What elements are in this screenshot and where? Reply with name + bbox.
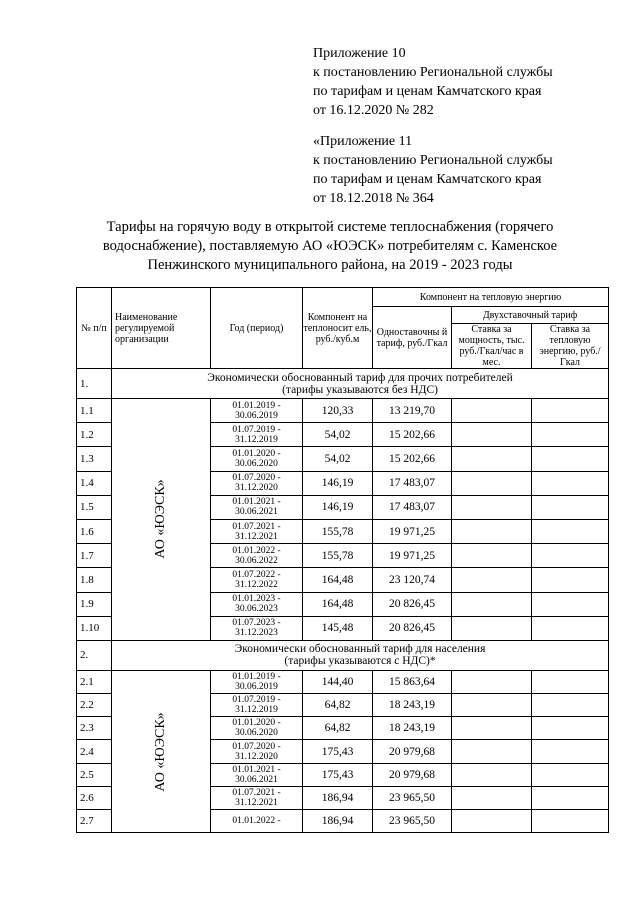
period-cell <box>211 740 303 763</box>
heat-carrier-value: 175,43 <box>303 740 373 763</box>
capacity-rate-value <box>452 423 532 447</box>
period-from: 01.07.2022 - <box>232 569 281 580</box>
appendix-10-line1: Приложение 10 <box>313 46 406 61</box>
period-to: 31.12.2021 <box>235 797 278 808</box>
single-rate-value: 18 243,19 <box>373 694 452 717</box>
energy-rate-value <box>532 495 609 519</box>
period-cell <box>211 519 303 543</box>
title-line2: водоснабжение), поставляемую АО «ЮЭСК» потребителям с. Каменское <box>102 238 558 254</box>
capacity-rate-value <box>452 694 532 717</box>
row-number: 2.4 <box>77 740 112 763</box>
period-cell <box>211 544 303 568</box>
period-to: 31.12.2019 <box>235 434 278 445</box>
appendix-11-line4: от 18.12.2018 № 364 <box>313 191 434 206</box>
table-row <box>77 670 609 693</box>
appendix-10-line2: к постановлению Региональной службы <box>313 65 553 80</box>
single-rate-value: 17 483,07 <box>373 495 452 519</box>
document-title <box>60 218 600 275</box>
section-title: Экономически обоснованный тариф для прочих потребителей <box>207 371 513 384</box>
period-cell <box>211 763 303 786</box>
capacity-rate-value <box>452 519 532 543</box>
capacity-rate-value <box>452 670 532 693</box>
row-number: 1.7 <box>77 544 112 568</box>
single-rate-value: 17 483,07 <box>373 471 452 495</box>
period-cell <box>211 670 303 693</box>
row-number: 1.3 <box>77 447 112 471</box>
period-to: 31.12.2020 <box>235 751 278 762</box>
section-number: 2. <box>77 640 112 670</box>
period-to: 31.12.2020 <box>235 483 278 494</box>
heat-carrier-value: 164,48 <box>303 592 373 616</box>
title-line1: Тарифы на горячую воду в открытой системе теплоснабжения (горячего <box>106 219 554 235</box>
period-from: 01.07.2019 - <box>232 424 281 435</box>
col-header-two-rate: Двухставочный тариф <box>452 307 609 324</box>
row-number: 1.4 <box>77 471 112 495</box>
col-header-heat-energy: Компонент на тепловую энергию <box>373 288 609 307</box>
row-number: 2.6 <box>77 786 112 809</box>
period-to: 30.06.2020 <box>235 728 278 739</box>
energy-rate-value <box>532 717 609 740</box>
heat-carrier-value: 64,82 <box>303 717 373 740</box>
period-cell <box>211 616 303 640</box>
appendix-10-header <box>313 44 553 120</box>
period-cell <box>211 495 303 519</box>
energy-rate-value <box>532 592 609 616</box>
row-number: 1.8 <box>77 568 112 592</box>
appendix-11-line2: к постановлению Региональной службы <box>313 153 553 168</box>
row-number: 1.5 <box>77 495 112 519</box>
capacity-rate-value <box>452 592 532 616</box>
col-header-period: Год (период) <box>211 288 303 369</box>
row-number: 2.5 <box>77 763 112 786</box>
capacity-rate-value <box>452 544 532 568</box>
period-to: 30.06.2020 <box>235 458 278 469</box>
period-cell <box>211 592 303 616</box>
appendix-10-line4: от 16.12.2020 № 282 <box>313 103 434 118</box>
organization-cell <box>112 670 211 832</box>
period-to: 30.06.2021 <box>235 507 278 518</box>
energy-rate-value <box>532 423 609 447</box>
row-number: 1.2 <box>77 423 112 447</box>
capacity-rate-value <box>452 763 532 786</box>
capacity-rate-value <box>452 471 532 495</box>
section-title: Экономически обоснованный тариф для населения <box>234 643 486 656</box>
energy-rate-value <box>532 399 609 423</box>
row-number: 1.6 <box>77 519 112 543</box>
period-to: 30.06.2019 <box>235 681 278 692</box>
heat-carrier-value: 64,82 <box>303 694 373 717</box>
heat-carrier-value: 155,78 <box>303 519 373 543</box>
period-to: 31.12.2022 <box>235 579 278 590</box>
organization-name: АО «ЮЭСК» <box>153 479 168 560</box>
energy-rate-value <box>532 740 609 763</box>
heat-carrier-value: 155,78 <box>303 544 373 568</box>
single-rate-value: 19 971,25 <box>373 519 452 543</box>
energy-rate-value <box>532 447 609 471</box>
col-header-single-rate: Одноставочны й тариф, руб./Гкал <box>373 307 452 369</box>
period-cell <box>211 568 303 592</box>
heat-carrier-value: 186,94 <box>303 786 373 809</box>
capacity-rate-value <box>452 447 532 471</box>
tariff-table <box>76 287 609 833</box>
period-to: 30.06.2021 <box>235 774 278 785</box>
organization-cell <box>112 399 211 641</box>
capacity-rate-value <box>452 399 532 423</box>
row-number: 2.2 <box>77 694 112 717</box>
col-header-org: Наименование регулируемой организации <box>112 288 211 369</box>
capacity-rate-value <box>452 810 532 833</box>
single-rate-value: 19 971,25 <box>373 544 452 568</box>
row-number: 1.9 <box>77 592 112 616</box>
period-to: 30.06.2023 <box>235 604 278 615</box>
period-from: 01.01.2020 - <box>232 718 281 729</box>
energy-rate-value <box>532 519 609 543</box>
single-rate-value: 20 979,68 <box>373 763 452 786</box>
single-rate-value: 15 202,66 <box>373 447 452 471</box>
period-to: 30.06.2022 <box>235 555 278 566</box>
capacity-rate-value <box>452 616 532 640</box>
row-number: 1.10 <box>77 616 112 640</box>
period-from: 01.01.2022 - <box>232 816 281 827</box>
energy-rate-value <box>532 694 609 717</box>
period-from: 01.07.2021 - <box>232 521 281 532</box>
capacity-rate-value <box>452 786 532 809</box>
period-from: 01.01.2022 - <box>232 545 281 556</box>
section-number: 1. <box>77 369 112 399</box>
heat-carrier-value: 144,40 <box>303 670 373 693</box>
period-cell <box>211 694 303 717</box>
energy-rate-value <box>532 544 609 568</box>
heat-carrier-value: 120,33 <box>303 399 373 423</box>
section-header-row <box>77 640 609 670</box>
heat-carrier-value: 146,19 <box>303 471 373 495</box>
period-from: 01.01.2019 - <box>232 400 281 411</box>
heat-carrier-value: 54,02 <box>303 423 373 447</box>
row-number: 1.1 <box>77 399 112 423</box>
heat-carrier-value: 54,02 <box>303 447 373 471</box>
col-header-num: № п/п <box>77 288 112 369</box>
period-from: 01.07.2020 - <box>232 741 281 752</box>
single-rate-value: 15 863,64 <box>373 670 452 693</box>
period-from: 01.01.2021 - <box>232 497 281 508</box>
table-row <box>77 399 609 423</box>
period-from: 01.07.2019 - <box>232 695 281 706</box>
col-header-capacity-rate: Ставка за мощность, тыс. руб./Гкал/час в мес. <box>452 324 532 369</box>
col-header-energy-rate: Ставка за тепловую энергию, руб./Гкал <box>532 324 609 369</box>
period-from: 01.01.2020 - <box>232 448 281 459</box>
section-subtitle: (тарифы указываются без НДС) <box>282 383 438 396</box>
organization-name: АО «ЮЭСК» <box>153 711 168 792</box>
period-to: 31.12.2021 <box>235 531 278 542</box>
single-rate-value: 23 965,50 <box>373 786 452 809</box>
single-rate-value: 23 120,74 <box>373 568 452 592</box>
appendix-11-header <box>313 132 553 208</box>
period-from: 01.07.2023 - <box>232 618 281 629</box>
single-rate-value: 15 202,66 <box>373 423 452 447</box>
capacity-rate-value <box>452 740 532 763</box>
heat-carrier-value: 164,48 <box>303 568 373 592</box>
period-cell <box>211 471 303 495</box>
capacity-rate-value <box>452 568 532 592</box>
section-title-cell <box>112 369 609 399</box>
period-from: 01.07.2020 - <box>232 473 281 484</box>
single-rate-value: 20 826,45 <box>373 592 452 616</box>
single-rate-value: 20 979,68 <box>373 740 452 763</box>
energy-rate-value <box>532 810 609 833</box>
appendix-11-line3: по тарифам и ценам Камчатского края <box>313 172 542 187</box>
appendix-11-line1: «Приложение 11 <box>313 134 413 149</box>
row-number: 2.7 <box>77 810 112 833</box>
period-from: 01.01.2023 - <box>232 594 281 605</box>
period-cell <box>211 447 303 471</box>
capacity-rate-value <box>452 495 532 519</box>
energy-rate-value <box>532 568 609 592</box>
period-to: 31.12.2019 <box>235 705 278 716</box>
single-rate-value: 18 243,19 <box>373 717 452 740</box>
heat-carrier-value: 145,48 <box>303 616 373 640</box>
energy-rate-value <box>532 670 609 693</box>
period-from: 01.01.2019 - <box>232 671 281 682</box>
col-header-heat-carrier: Компонент на теплоносит ель, руб./куб.м <box>303 288 373 369</box>
period-to: 31.12.2023 <box>235 628 278 639</box>
period-cell <box>211 399 303 423</box>
appendix-10-line3: по тарифам и ценам Камчатского края <box>313 84 542 99</box>
period-from: 01.07.2021 - <box>232 787 281 798</box>
heat-carrier-value: 146,19 <box>303 495 373 519</box>
section-header-row <box>77 369 609 399</box>
period-cell <box>211 810 303 833</box>
heat-carrier-value: 175,43 <box>303 763 373 786</box>
energy-rate-value <box>532 616 609 640</box>
heat-carrier-value: 186,94 <box>303 810 373 833</box>
period-to: 30.06.2019 <box>235 410 278 421</box>
row-number: 2.1 <box>77 670 112 693</box>
single-rate-value: 23 965,50 <box>373 810 452 833</box>
energy-rate-value <box>532 471 609 495</box>
section-subtitle: (тарифы указываются с НДС)* <box>284 655 436 668</box>
single-rate-value: 20 826,45 <box>373 616 452 640</box>
period-cell <box>211 786 303 809</box>
energy-rate-value <box>532 786 609 809</box>
row-number: 2.3 <box>77 717 112 740</box>
period-from: 01.01.2021 - <box>232 764 281 775</box>
title-line3: Пенжинского муниципального района, на 2019 - 2023 годы <box>147 257 513 273</box>
period-cell <box>211 717 303 740</box>
single-rate-value: 13 219,70 <box>373 399 452 423</box>
capacity-rate-value <box>452 717 532 740</box>
period-cell <box>211 423 303 447</box>
energy-rate-value <box>532 763 609 786</box>
section-title-cell <box>112 640 609 670</box>
